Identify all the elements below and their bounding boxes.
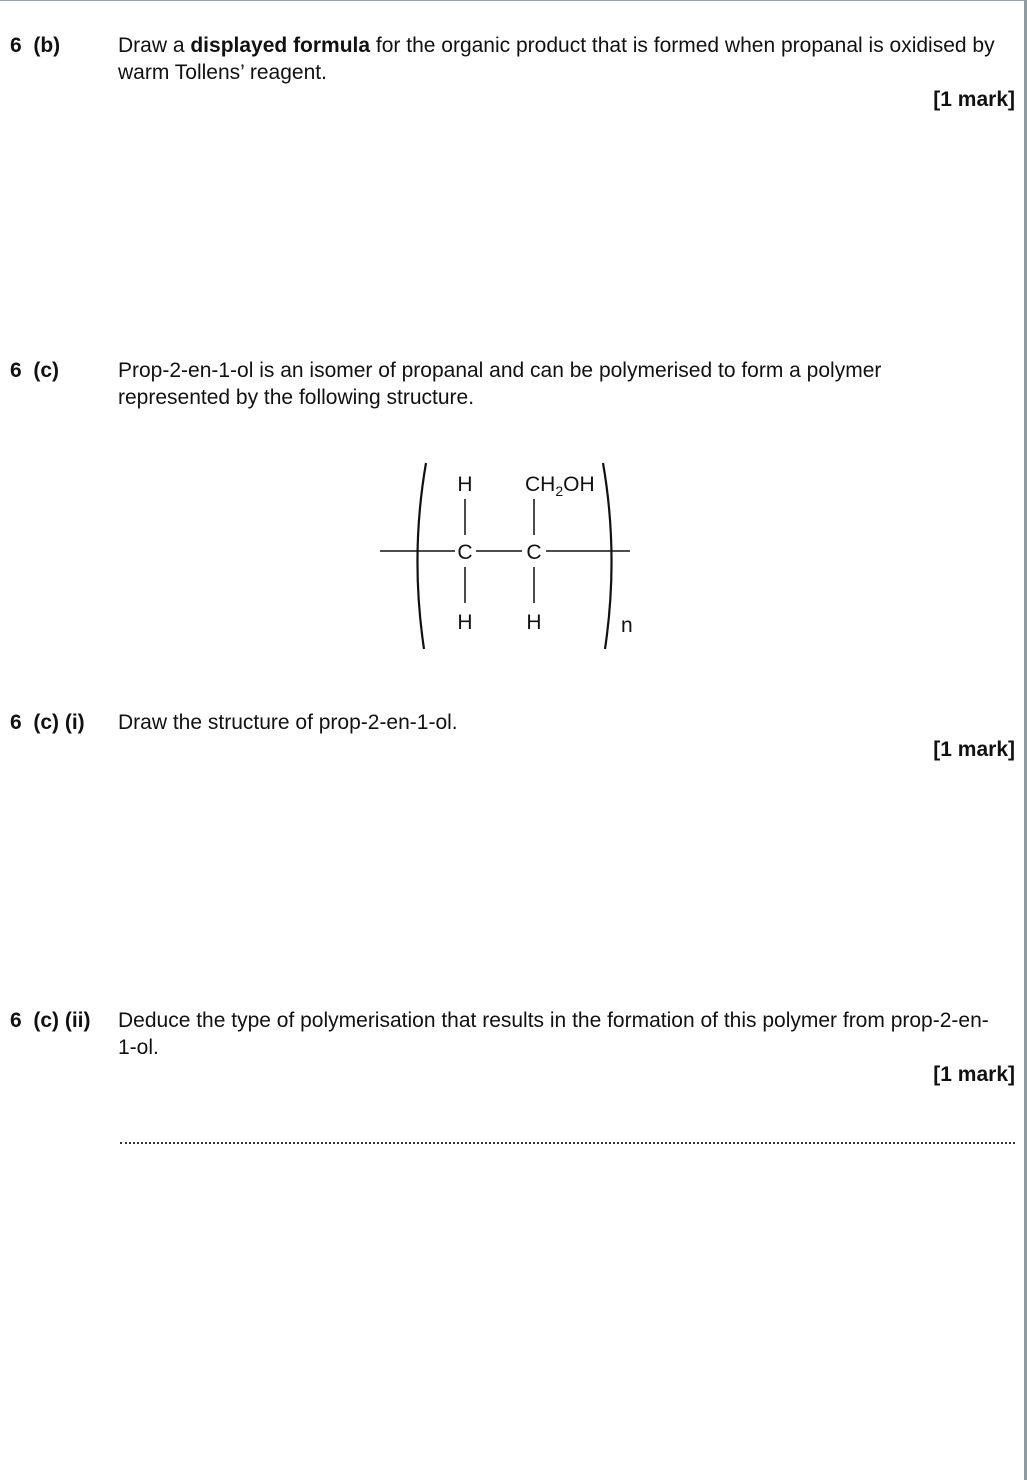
question-6ci-text: Draw the structure of prop-2-en-1-ol.: [118, 711, 458, 734]
repeat-unit-n: n: [621, 614, 633, 637]
question-6b-text-pre: Draw a: [118, 34, 191, 57]
atom-ch: CH: [525, 473, 556, 496]
left-bracket: [417, 463, 426, 649]
question-6b-text-post: for the organic product that is formed when propanal is oxidised by warm Tollens’ reagent.: [118, 34, 995, 84]
atom-bottom-right-h: H: [526, 611, 542, 634]
atom-carbon-left: C: [457, 541, 473, 564]
atom-bottom-left-h: H: [457, 611, 473, 634]
question-6b-number: 6 (b): [10, 34, 61, 57]
atom-carbon-right: C: [526, 541, 542, 564]
question-6c-text: Prop-2-en-1-ol is an isomer of propanal and can be polymerised to form a polymer represented by the following structure.: [118, 359, 882, 409]
atom-top-right-ch2oh: [525, 473, 595, 499]
question-6cii-number: 6 (c) (ii): [10, 1009, 91, 1032]
atom-top-left-h: H: [457, 473, 473, 496]
atom-subscript-2: 2: [555, 483, 564, 499]
question-6c-number: 6 (c): [10, 359, 60, 382]
right-bracket: [603, 463, 612, 649]
question-6ci-number: 6 (c) (i): [10, 711, 85, 734]
question-6cii-text: Deduce the type of polymerisation that results in the formation of this polymer from prop-2-en-1-ol.: [118, 1009, 989, 1059]
polymer-structure-diagram: [370, 455, 650, 660]
question-6b-marks: [1 mark]: [933, 88, 1015, 111]
question-6cii-marks: [1 mark]: [933, 1063, 1015, 1086]
question-6b-text: [118, 32, 998, 86]
question-6ci-marks: [1 mark]: [933, 738, 1015, 761]
answer-dotted-line[interactable]: [120, 1142, 1015, 1144]
question-6b-text-bold: displayed formula: [190, 34, 371, 57]
atom-oh: OH: [563, 473, 595, 496]
page-top-border: [0, 0, 1027, 1]
